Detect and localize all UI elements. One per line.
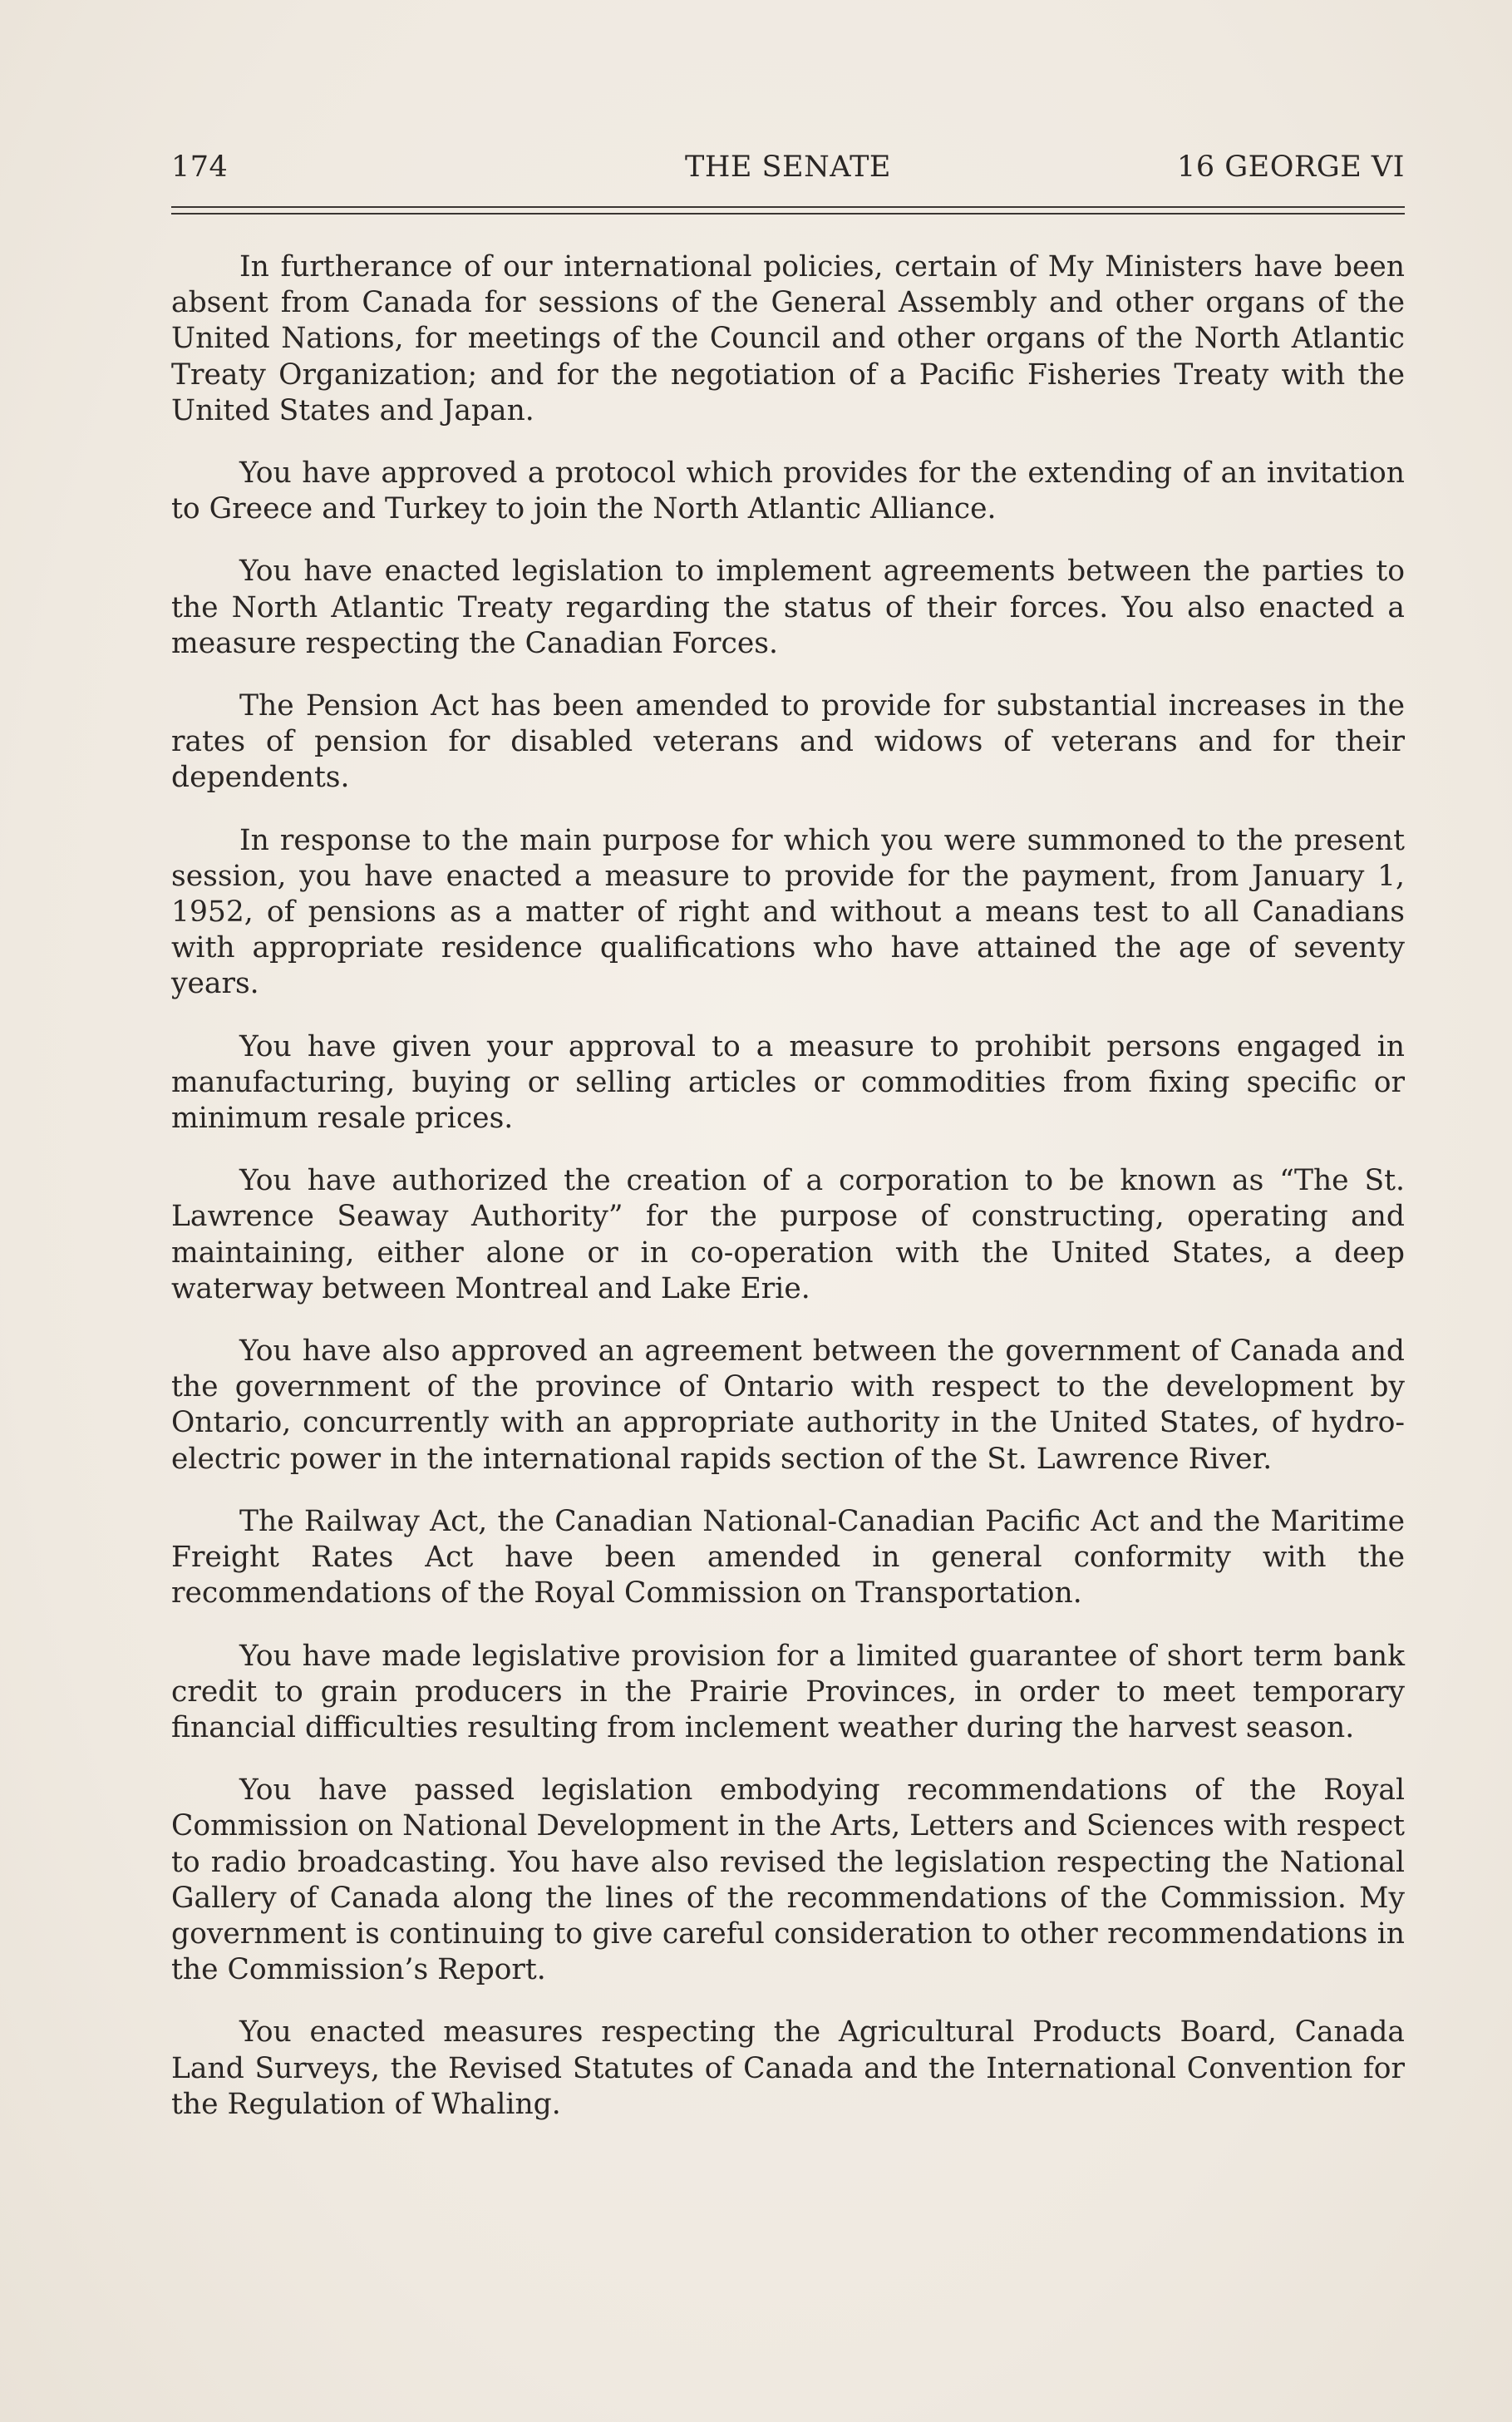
paragraph-international-policies: In furtherance of our international policies, certain of My Ministers have been absent from Canada for sessions of the General Assembly and other organs of the United Nations, for meetings of the Council and other organs of the North Atlantic Treaty Organization; and for the negotiation of a Pacific Fisheries Treaty with the United States and Japan. (171, 250, 1405, 427)
paragraph-agricultural-products: You enacted measures respecting the Agricultural Products Board, Canada Land Surveys, the Revised Statutes of Canada and the International Convention for the Regulation of Whaling. (171, 2015, 1405, 2121)
running-title: THE SENATE (685, 150, 891, 184)
regnal-year: 16 GEORGE VI (1177, 150, 1405, 184)
paragraph-grain-credit: You have made legislative provision for a limited guarantee of short term bank credit to grain producers in the Prairie Provinces, in order to meet temporary financial difficulties resulting from inclement weather during the harvest season. (171, 1639, 1405, 1744)
paragraph-protocol: You have approved a protocol which provides for the extending of an invitation to Greece and Turkey to join the North Atlantic Alliance. (171, 456, 1405, 526)
body-text (171, 249, 1405, 2149)
header-rule-bottom (171, 213, 1405, 215)
paragraph-seaway-authority: You have authorized the creation of a corporation to be known as “The St. Lawrence Seaway Authority” for the purpose of constructing, operating and maintaining, either alone or in co-operation with the United States, a deep waterway between Montreal and Lake Erie. (171, 1164, 1405, 1305)
paragraph-royal-commission-arts: You have passed legislation embodying recommendations of the Royal Commission on National Development in the Arts, Letters and Sciences with respect to radio broadcasting. You have also revised the legislation respecting the National Gallery of Canada along the lines of the recommendations of the Commission. My government is continuing to give careful consideration to other recommendations in the Commission’s Report. (171, 1773, 1405, 1987)
paragraph-ontario-agreement: You have also approved an agreement between the government of Canada and the government of the province of Ontario with respect to the development by Ontario, concurrently with an appropriate authority in the United States, of hydro-electric power in the international rapids section of the St. Lawrence River. (171, 1334, 1405, 1476)
paragraph-resale-prices: You have given your approval to a measure to prohibit persons engaged in manufacturing, buying or selling articles or commodities from fixing specific or minimum resale prices. (171, 1029, 1405, 1136)
page-number: 174 (171, 150, 229, 184)
paragraph-railway-act: The Railway Act, the Canadian National-Canadian Pacific Act and the Maritime Freight Rates Act have been amended in general conformity with the recommendations of the Royal Commission on Transportation. (171, 1504, 1405, 1611)
paragraph-old-age-pensions: In response to the main purpose for which you were summoned to the present session, you have enacted a measure to provide for the payment, from January 1, 1952, of pensions as a matter of right and without a means test to all Canadians with appropriate residence qualifications who have attained the age of seventy years. (171, 823, 1405, 1001)
paragraph-pension-act: The Pension Act has been amended to provide for substantial increases in the rates of pension for disabled veterans and widows of veterans and for their dependents. (171, 689, 1405, 795)
header-rule-top (171, 206, 1405, 208)
paragraph-status-of-forces: You have enacted legislation to implement agreements between the parties to the North Atlantic Treaty regarding the status of their forces. You also enacted a measure respecting the Canadian Forces. (171, 555, 1405, 660)
page-header (171, 146, 1405, 188)
